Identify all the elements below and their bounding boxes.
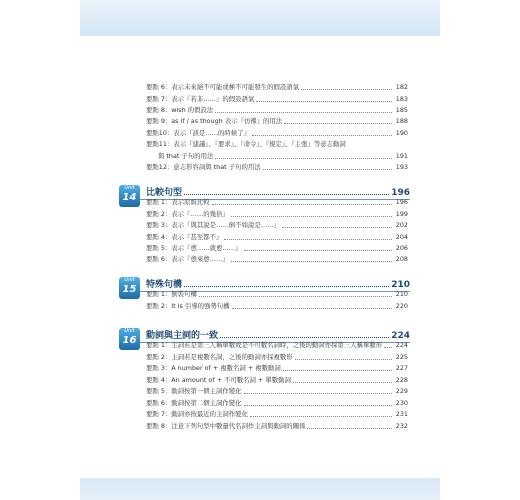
toc-entry[interactable] [146,243,408,254]
toc-entry[interactable] [146,254,408,265]
toc-entry[interactable] [146,94,408,105]
entry-page: 188 [395,117,408,125]
toc-entry[interactable] [146,220,408,231]
entry-page: 229 [395,387,408,395]
toc-entry[interactable] [146,301,408,312]
entry-label: 要點 3：A number of + 複數名詞 + 複數動詞 [146,364,281,372]
entry-page: 193 [395,163,408,171]
entry-label: 與 that 子句的用法 [158,152,214,160]
entry-label: 要點 6：表示未來絕不可能或極不可能發生的假設語氣 [146,83,300,91]
unit-title: 比較句型 [146,188,183,198]
entry-page: 190 [395,129,408,137]
unit-badge: Unit 16 [119,328,140,350]
toc-entry[interactable] [146,162,408,173]
toc-entry[interactable] [146,363,408,374]
entry-label: 要點 9：as if / as though 表示『彷彿』的用法 [146,117,283,125]
entry-label: 要點 7：表示『若非……』的假設語氣 [146,95,255,103]
unit-title-row[interactable] [146,184,410,198]
toc-entry[interactable] [146,340,408,351]
entry-label: 要點 4：表示『甚至都不』 [146,233,223,241]
entry-page: 183 [395,95,408,103]
unit-title-row[interactable] [146,327,410,341]
entry-page: 230 [395,399,408,407]
entry-label: 要點 2：It is 引導的強勢句構 [146,302,230,310]
entry-label: 要點 7：動詞亦按最近的主詞作變化 [146,410,248,418]
entry-label: 要點10：表示『該是……的時候了』 [146,129,250,137]
header-band [80,0,440,36]
entry-page: 224 [395,341,408,349]
entry-page: 231 [395,410,408,418]
entry-label: 要點 3：表示『與其說是……倒不如說是……』 [146,221,280,229]
unit-page: 224 [391,331,410,341]
toc-entry-continued[interactable] [158,151,408,162]
unit-badge: Unit 14 [119,185,140,207]
entry-label: 要點 6：動詞按第二個主詞作變化 [146,399,242,407]
entry-page: 191 [395,152,408,160]
entry-label: 要點 1：表示原級比較 [146,198,210,206]
toc-entry[interactable] [146,197,408,208]
toc-entry[interactable] [146,116,408,127]
entry-page: 228 [395,376,408,384]
entry-label: 要點 8：注意下列句型中數量代名詞作主詞與動詞的關係 [146,422,306,430]
unit-title: 動詞與主詞的一致 [146,331,219,341]
footer-band [80,478,440,500]
toc-entry[interactable] [146,398,408,409]
toc-entry[interactable] [146,209,408,220]
entry-label: 要點 6：表示『愈來愈……』 [146,255,229,263]
entry-page: 225 [395,353,408,361]
entry-label: 要點 4：An amount of + 不可數名詞 + 單數動詞 [146,376,291,384]
toc-entry[interactable] [146,105,408,116]
entry-label: 要點 5：動詞按第一個主詞作變化 [146,387,242,395]
toc-entry[interactable] [146,386,408,397]
entry-page: 210 [395,290,408,298]
entry-label: 要點 2：表示『……的幾倍』 [146,210,229,218]
entry-page: 199 [395,210,408,218]
entry-page: 206 [395,244,408,252]
unit-badge: Unit 15 [119,277,140,299]
entry-page: 232 [395,422,408,430]
unit-title: 特殊句構 [146,280,183,290]
toc-entry[interactable] [146,289,408,300]
toc-entry[interactable] [146,128,408,139]
toc-entry[interactable] [146,421,408,432]
unit-page: 196 [391,188,410,198]
entry-label: 要點 1：倒裝句構 [146,290,197,298]
entry-label: 要點 5：表示『愈……就愈……』 [146,244,242,252]
toc-entry[interactable] [146,139,408,150]
entry-page: 196 [395,198,408,206]
toc-entry[interactable] [146,352,408,363]
entry-label: 要點 8：wish 的假設法 [146,106,214,114]
toc-entry[interactable] [146,82,408,93]
toc-entry[interactable] [146,232,408,243]
entry-label: 要點11：表示『建議』、『要求』、『命令』、『規定』、『主張』等意志動詞 [146,140,346,148]
entry-page: 185 [395,106,408,114]
entry-label: 要點 2：主詞若是複數名詞，之後的動詞亦採複數形 [146,353,293,361]
toc-entry[interactable] [146,375,408,386]
entry-page: 202 [395,221,408,229]
entry-label: 要點12：意志形容詞與 that 子句的用法 [146,163,261,171]
entry-page: 204 [395,233,408,241]
entry-page: 227 [395,364,408,372]
toc-entry[interactable] [146,409,408,420]
entry-page: 182 [395,83,408,91]
entry-label: 要點 1：主詞若是第三人稱單數或是不可數名詞時，之後的動詞亦採第三人稱單數形 [146,341,383,349]
entry-page: 208 [395,255,408,263]
entry-page: 220 [395,302,408,310]
unit-title-row[interactable] [146,276,410,290]
unit-page: 210 [391,280,410,290]
